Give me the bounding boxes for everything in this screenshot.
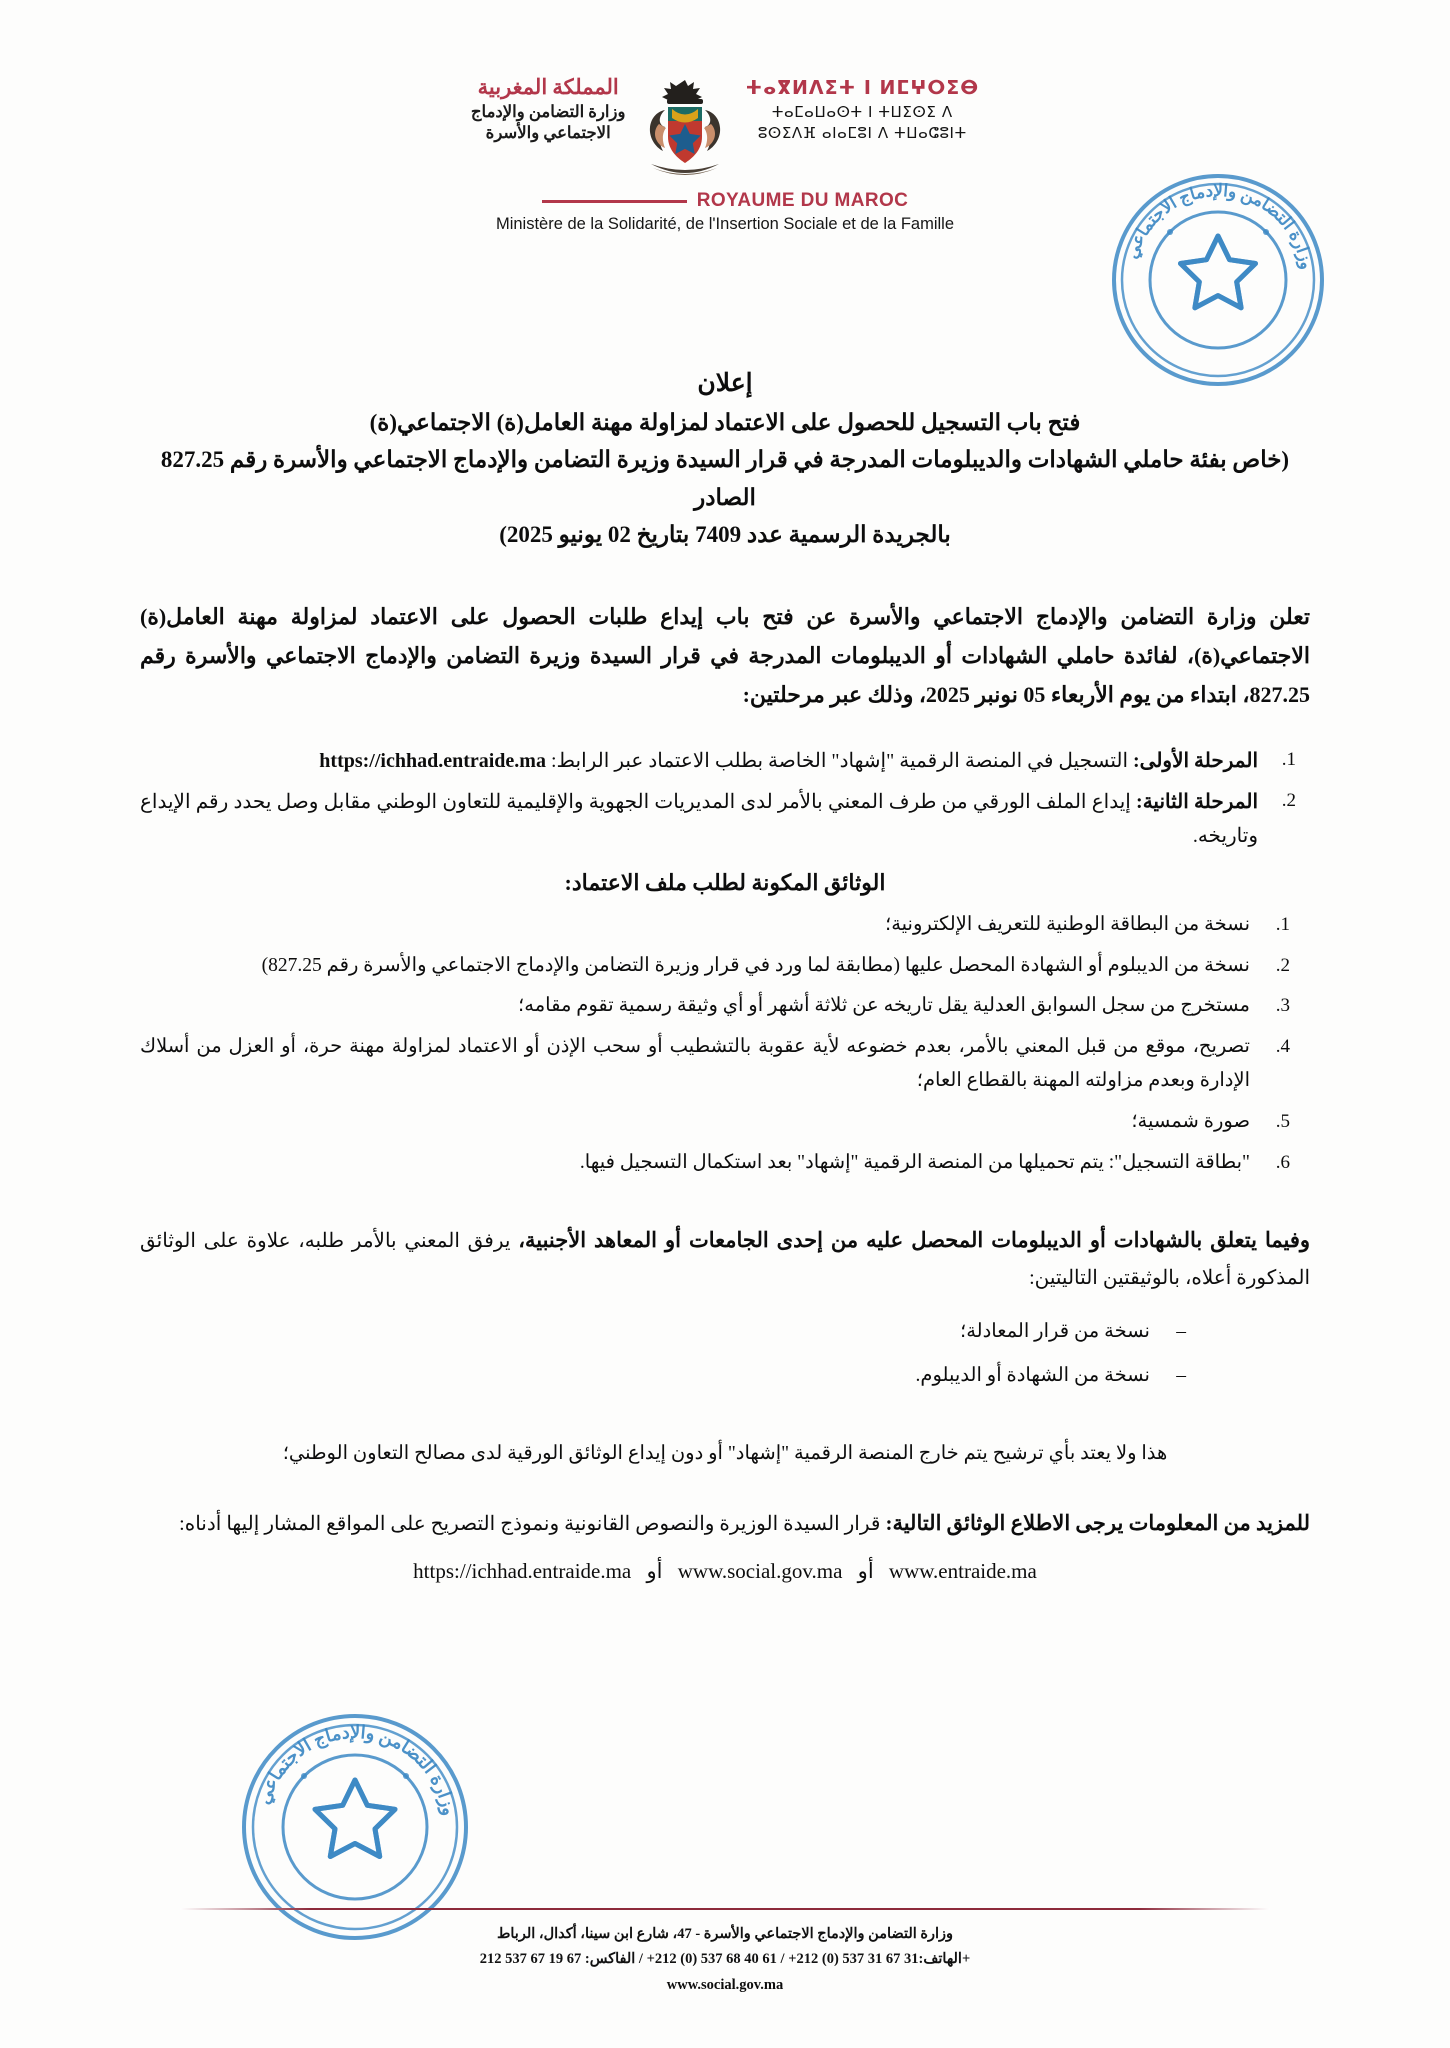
url-separator-1: أو xyxy=(646,1558,663,1583)
document-body xyxy=(140,368,1310,1584)
title-line-3: بالجريدة الرسمية عدد 7409 بتاريخ 02 يونيو 2025) xyxy=(499,521,951,547)
url-entraide[interactable]: www.entraide.ma xyxy=(888,1558,1037,1583)
header-arabic-ministry-1: وزارة التضامن والإدماج xyxy=(470,101,626,121)
official-seal-top-icon xyxy=(1108,170,1328,390)
stage-1-label: المرحلة الأولى: xyxy=(1133,750,1258,773)
stage-2-label: المرحلة الثانية: xyxy=(1136,790,1258,813)
svg-text:وزارة التضامن والإدماج الاجتما: وزارة التضامن والإدماج الاجتماعي xyxy=(253,1721,460,1818)
list-item-document: نسخة من البطاقة الوطنية للتعريف الإلكترونية؛ xyxy=(885,913,1250,935)
header-tifinagh-kingdom: ⵜⴰⴳⵍⴷⵉⵜ ⵏ ⵍⵎⵖⵔⵉⴱ xyxy=(745,77,980,99)
required-documents-list xyxy=(140,908,1310,1180)
stage-1-text: التسجيل في المنصة الرقمية "إشهاد" الخاصة بطلب الاعتماد عبر الرابط: xyxy=(550,750,1128,773)
stage-2-text: إيداع الملف الورقي من طرف المعني بالأمر لدى المديريات الجهوية والإقليمية للتعاون الوطني مقابل وصل يحدد رقم الإيداع وتاريخه. xyxy=(140,790,1258,848)
url-separator-2: أو xyxy=(857,1558,874,1583)
foreign-degrees-lead: وفيما يتعلق بالشهادات أو الديبلومات المحصل عليه من إحدى الجامعات أو المعاهد الأجنبية، xyxy=(518,1228,1311,1253)
footer-divider xyxy=(180,1908,1270,1910)
intro-paragraph: تعلن وزارة التضامن والإدماج الاجتماعي والأسرة عن فتح باب إيداع طلبات الحصول على الاعتماد لمزاولة مهنة العامل(ة) الاجتماعي(ة)، لفائدة حاملي الشهادات أو الديبلومات المدرجة في قرار السيدة وزيرة التضامن والإدماج الاجتماعي والأسرة رقم 827.25، ابتداء من يوم الأربعاء 05 نونبر 2025، وذلك عبر مرحلتين: xyxy=(140,604,1310,708)
header-arabic-block xyxy=(471,72,626,144)
ichhad-registration-link[interactable]: https://ichhad.entraide.ma xyxy=(319,750,546,773)
list-item-foreign-doc: – نسخة من قرار المعادلة؛ xyxy=(140,1310,1150,1354)
list-item-document: "بطاقة التسجيل": يتم تحميلها من المنصة الرقمية "إشهاد" بعد استكمال التسجيل فيها. xyxy=(579,1152,1250,1174)
stages-list xyxy=(140,744,1310,853)
footer-website[interactable]: www.social.gov.ma xyxy=(666,1976,784,1993)
document-footer xyxy=(0,1908,1450,1997)
ministere-french-label: Ministère de la Solidarité, de l'Insertion Sociale et de la Famille xyxy=(495,215,955,233)
list-item-document: تصريح، موقع من قبل المعني بالأمر، بعدم خضوعه لأية عقوبة بالتشطيب أو سحب الإذن أو الاعتماد لمزاولة مهنة حرة، أو العزل من أسلاك الإدارة وبعدم مزاولته المهنة بالقطاع العام؛ xyxy=(140,1036,1250,1092)
url-ichhad[interactable]: https://ichhad.entraide.ma xyxy=(413,1558,632,1583)
reference-urls-row xyxy=(140,1559,1310,1584)
foreign-degrees-rest: يرفق المعني بالأمر طلبه، علاوة على الوثائق المذكورة أعلاه، بالوثيقتين التاليتين: xyxy=(140,1230,1310,1289)
royaume-du-maroc-label: ROYAUME DU MAROC xyxy=(696,190,909,211)
coat-of-arms-icon xyxy=(639,76,731,184)
title-line-1: فتح باب التسجيل للحصول على الاعتماد لمزاولة مهنة العامل(ة) الاجتماعي(ة) xyxy=(369,410,1081,435)
svg-text:وزارة التضامن والإدماج الاجتما: وزارة التضامن والإدماج الاجتماعي xyxy=(1121,180,1317,271)
url-social-gov[interactable]: www.social.gov.ma xyxy=(677,1558,843,1583)
header-tifinagh-block xyxy=(745,72,979,144)
foreign-degrees-paragraph xyxy=(140,1222,1310,1296)
royaume-rule xyxy=(542,200,687,203)
header-tifinagh-ministry-2: ⵓⵙⵉⴷⴼ ⴰⵏⴰⵎⵓⵏ ⴷ ⵜⵡⴰⵛⵓⵏⵜ xyxy=(757,123,967,142)
list-item-stage-1 xyxy=(140,744,1258,778)
list-item-document: مستخرج من سجل السوابق العدلية يقل تاريخه عن ثلاثة أشهر أو أي وثيقة رسمية تقوم مقامه؛ xyxy=(518,995,1250,1017)
more-info-paragraph xyxy=(140,1505,1310,1543)
foreign-documents-list xyxy=(140,1310,1310,1398)
footer-contact: الهاتف:31 67 31 537 (0) 212+ / 61 40 68 537 (0) 212+ / الفاكس: 67 19 67 537 212+ xyxy=(479,1951,971,1968)
header-tifinagh-ministry-1: ⵜⴰⵎⴰⵡⴰⵙⵜ ⵏ ⵜⵡⵉⵙⵉ ⴷ xyxy=(771,102,953,121)
list-item-document: صورة شمسية؛ xyxy=(1131,1111,1250,1133)
more-info-rest: قرار السيدة الوزيرة والنصوص القانونية ونموذج التصريح على المواقع المشار إليها أدناه: xyxy=(179,1512,881,1535)
list-item-document: نسخة من الديبلوم أو الشهادة المحصل عليها (مطابقة لما ورد في قرار وزيرة التضامن والإدماج الاجتماعي والأسرة رقم 827.25) xyxy=(261,954,1250,976)
list-item-stage-2 xyxy=(140,785,1258,854)
title-line-2: (خاص بفئة حاملي الشهادات والديبلومات المدرجة في قرار السيدة وزيرة التضامن والإدماج الاجتماعي والأسرة رقم 827.25 الصادر xyxy=(160,447,1290,510)
royaume-du-maroc-row xyxy=(445,190,1005,212)
footer-address: وزارة التضامن والإدماج الاجتماعي والأسرة - 47، شارع ابن سينا، أكدال، الرباط xyxy=(496,1926,954,1942)
document-title xyxy=(140,404,1310,553)
list-item-foreign-doc: – نسخة من الشهادة أو الديبلوم. xyxy=(140,1354,1150,1398)
more-info-lead: للمزيد من المعلومات يرجى الاطلاع الوثائق التالية: xyxy=(885,1510,1310,1535)
validity-note: هذا ولا يعتد بأي ترشيح يتم خارج المنصة الرقمية "إشهاد" أو دون إيداع الوثائق الورقية لدى مصالح التعاون الوطني؛ xyxy=(282,1442,1168,1464)
header-arabic-ministry-2: الاجتماعي والأسرة xyxy=(485,123,611,143)
header-arabic-kingdom: المملكة المغربية xyxy=(477,75,619,99)
documents-section-heading: الوثائق المكونة لطلب ملف الاعتماد: xyxy=(564,869,886,895)
announcement-heading: إعلان xyxy=(697,370,753,397)
